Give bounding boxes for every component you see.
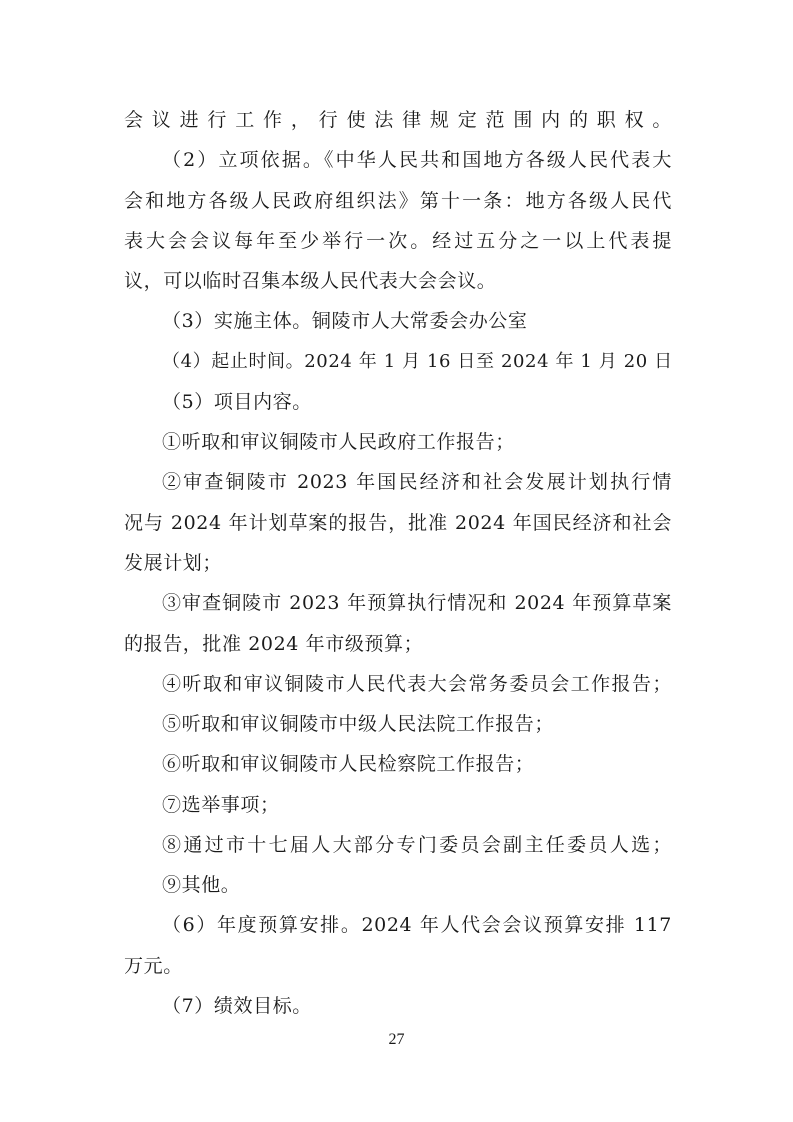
paragraph-line: （6）年度预算安排。2024 年人代会会议预算安排 117 [162, 914, 672, 936]
list-item: ②审查铜陵市 2023 年国民经济和社会发展计划执行情 [162, 471, 672, 493]
list-item: ⑥听取和审议铜陵市人民检察院工作报告； [162, 753, 535, 775]
paragraph-line: 况与 2024 年计划草案的报告，批准 2024 年国民经济和社会 [124, 512, 672, 534]
paragraph-line: 万元。 [124, 955, 183, 977]
list-item: ⑤听取和审议铜陵市中级人民法院工作报告； [162, 713, 555, 735]
paragraph-line: 议，可以临时召集本级人民代表大会会议。 [124, 270, 497, 292]
list-item: ③审查铜陵市 2023 年预算执行情况和 2024 年预算草案 [162, 592, 672, 614]
paragraph-line: 的报告，批准 2024 年市级预算； [124, 633, 424, 655]
paragraph-line: （2）立项依据。《中华人民共和国地方各级人民代表大 [162, 149, 672, 171]
list-item: ⑧通过市十七届人大部分专门委员会副主任委员人选； [162, 834, 672, 856]
list-item: ④听取和审议铜陵市人民代表大会常务委员会工作报告； [162, 673, 672, 695]
list-item: ⑨其他。 [162, 874, 241, 896]
list-item: ①听取和审议铜陵市人民政府工作报告； [162, 431, 515, 453]
paragraph-line: （3）实施主体。铜陵市人大常委会办公室 [162, 310, 528, 332]
paragraph-line: 发展计划； [124, 552, 223, 574]
paragraph-line: （4）起止时间。2024 年 1 月 16 日至 2024 年 1 月 20 日 [162, 351, 673, 372]
list-item: ⑦选举事项； [162, 794, 280, 816]
paragraph-line: （5）项目内容。 [162, 391, 312, 413]
paragraph-line: （7）绩效目标。 [162, 995, 312, 1017]
paragraph-line: 表大会会议每年至少举行一次。经过五分之一以上代表提 [124, 230, 672, 252]
page-number: 27 [388, 1031, 405, 1048]
paragraph-line: 会和地方各级人民政府组织法》第十一条：地方各级人民代 [124, 190, 672, 212]
paragraph-line: 会议进行工作，行使法律规定范围内的职权。 [124, 109, 672, 131]
